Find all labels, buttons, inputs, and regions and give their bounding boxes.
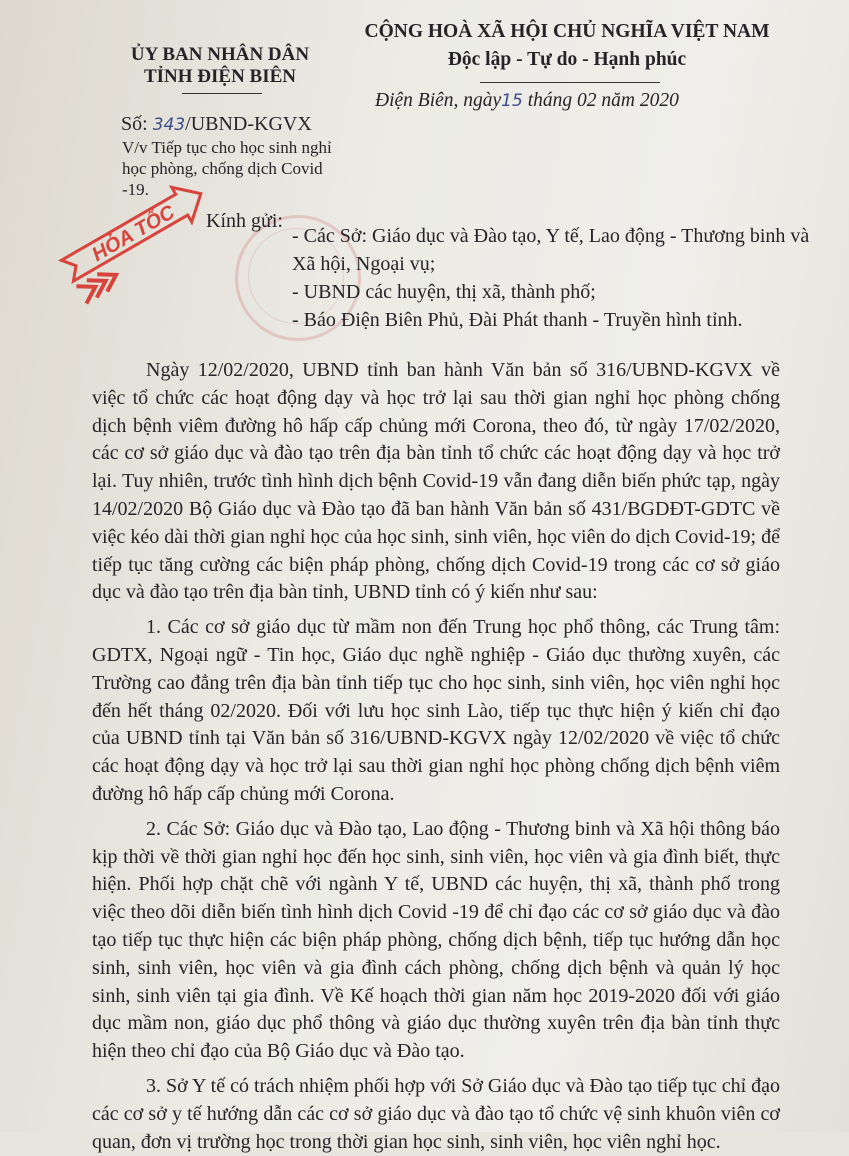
recipient-item: - Báo Điện Biên Phủ, Đài Phát thanh - Truyền hình tỉnh.: [292, 309, 743, 331]
stamp-text: HỎA TỐC: [88, 201, 179, 267]
date-rest: tháng 02 năm 2020: [527, 90, 679, 111]
greeting: Kính gửi:: [206, 210, 283, 232]
body-paragraph: 1. Các cơ sở giáo dục từ mầm non đến Trung học phổ thông, các Trung tâm: GDTX, Ngoại ngữ - Tin học, Giáo dục nghề nghiệp - Giáo dục thường xuyên, các Trường cao đẳng trên địa bàn tỉnh tiếp tục cho học sinh, sinh viên, học viên nghỉ học đến hết tháng 02/2020. Đối với lưu học sinh Lào, tiếp tục thực hiện ý kiến chỉ đạo của UBND tỉnh tại Văn bản số 316/UBND-KGVX ngày 12/02/2020 về việc tổ chức các hoạt động dạy và học trở lại sau thời gian nghỉ học phòng chống dịch bệnh viêm đường hô hấp cấp chủng mới Corona.: [92, 616, 780, 805]
document-number: [121, 113, 312, 136]
handwritten-day: 15: [501, 91, 523, 111]
nation-line-1: CỘNG HOÀ XÃ HỘI CHỦ NGHĨA VIỆT NAM: [364, 21, 770, 42]
org-underline: [182, 93, 262, 94]
number-code: /UBND-KGVX: [185, 113, 312, 135]
document-body: [92, 357, 780, 1156]
body-paragraph: 2. Các Sở: Giáo dục và Đào tạo, Lao động - Thương binh và Xã hội thông báo kịp thời về thời gian nghỉ học đến học sinh, sinh viên, học viên và gia đình biết, thực hiện. Phối hợp chặt chẽ với ngành Y tế, UBND các huyện, thị xã, thành phố trong việc theo dõi diễn biến tình hình dịch Covid -19 để chỉ đạo các cơ sở giáo dục và đào tạo tiếp tục thực hiện các biện pháp phòng, chống dịch bệnh, tiếp tục hướng dẫn học sinh, sinh viên, học viên và gia đình cách phòng, chống dịch bệnh và quản lý học sinh, sinh viên tại gia đình. Về Kế hoạch thời gian năm học 2019-2020 đối với giáo dục mầm non, giáo dục phổ thông và giáo dục thường xuyên trên địa bàn tỉnh thực hiện theo chỉ đạo của Bộ Giáo dục và Đào tạo.: [92, 817, 780, 1063]
urgent-stamp: [52, 193, 217, 288]
body-paragraph: Ngày 12/02/2020, UBND tỉnh ban hành Văn bản số 316/UBND-KGVX về việc tổ chức các hoạt động dạy và học trở lại sau thời gian nghỉ học phòng chống dịch bệnh viêm đường hô hấp cấp chủng mới Corona, theo đó, từ ngày 17/02/2020, các cơ sở giáo dục và đào tạo trên địa bàn tỉnh tổ chức các hoạt động dạy và học trở lại. Tuy nhiên, trước tình hình dịch bệnh Covid-19 vẫn đang diễn biến phức tạp, ngày 14/02/2020 Bộ Giáo dục và Đào tạo đã ban hành Văn bản số 431/BGDĐT-GDTC về việc kéo dài thời gian nghỉ học của học sinh, sinh viên, học viên do dịch Covid-19; để tiếp tục tăng cường các biện pháp phòng, chống dịch Covid-19 trong các cơ sở giáo dục và đào tạo trên địa bàn tỉnh, UBND tỉnh có ý kiến như sau:: [92, 359, 780, 604]
issuing-organization: [120, 44, 320, 88]
place-and-date: [375, 90, 679, 112]
recipient-item: - Các Sở: Giáo dục và Đào tạo, Y tế, Lao động - Thương binh và Xã hội, Ngoại vụ;: [292, 225, 810, 275]
recipient-list: [292, 222, 812, 334]
org-line-2: TỈNH ĐIỆN BIÊN: [143, 66, 297, 87]
urgent-arrow-icon: [52, 193, 217, 283]
nation-motto: Độc lập - Tự do - Hạnh phúc: [447, 49, 687, 70]
body-paragraph: 3. Sở Y tế có trách nhiệm phối hợp với Sở Giáo dục và Đào tạo tiếp tục chỉ đạo các cơ sở y tế hướng dẫn các cơ sở giáo dục và đào tạo tổ chức vệ sinh khuôn viên cơ quan, đơn vị trường học trong thời gian học sinh, sinh viên, học viên nghỉ học.: [92, 1074, 781, 1153]
document-subject: V/v Tiếp tục cho học sinh nghỉ học phòng, chống dịch Covid -19.: [122, 138, 332, 199]
number-prefix: Số:: [121, 113, 148, 135]
handwritten-number: 343: [152, 115, 186, 135]
motto-underline: [480, 82, 660, 83]
recipient-item: - UBND các huyện, thị xã, thành phố;: [292, 281, 596, 303]
national-heading: [352, 18, 782, 74]
org-line-1: ỦY BAN NHÂN DÂN: [130, 44, 310, 65]
place-prefix: Điện Biên, ngày: [375, 90, 502, 111]
